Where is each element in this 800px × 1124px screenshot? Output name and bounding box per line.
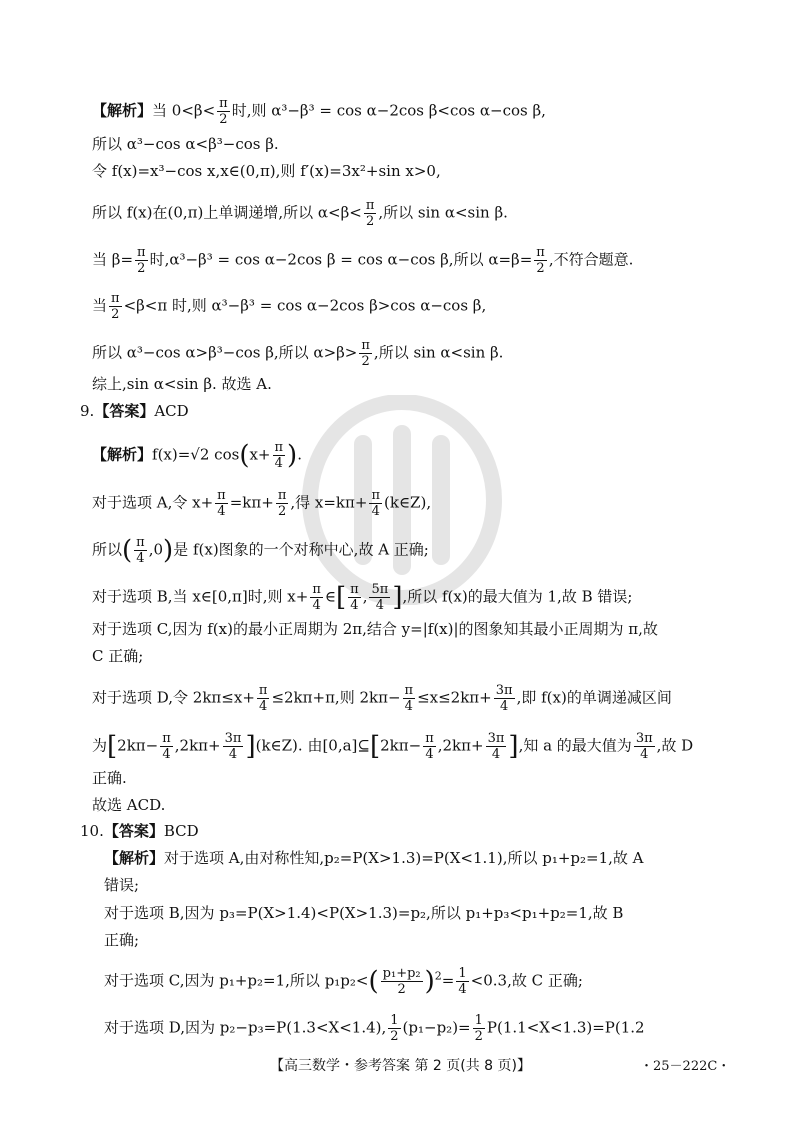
page-footer-title: 【高三数学・参考答案 第 2 页(共 8 页)】 [270, 1058, 531, 1074]
analysis-8-line-1: 【解析】当 0<β< $\frac{\pi}{2}$ 时,则 α³−β³ = cos α−2cos β<cos α−cos β, [92, 96, 546, 127]
question-9-analysis: 【解析】f(x)=√2 cos(x+ $\frac{\pi}{4}$ ). [92, 440, 302, 471]
question-10-answer: 10.【答案】BCD [80, 822, 199, 840]
page-footer-code: ・25－222C・ [640, 1059, 731, 1074]
analysis-8-line-2: 所以 α³−cos α<β³−cos β. [92, 135, 279, 153]
question-9-answer: 9.【答案】ACD [80, 402, 189, 420]
question-9-option-d-3: 正确. [92, 769, 127, 787]
question-9-option-c: 对于选项 C,因为 f(x)的最小正周期为 2π,结合 y=|f(x)|的图象知其最小正周期为 π,故 [92, 620, 658, 638]
analysis-8-line-3: 令 f(x)=x³−cos x,x∈(0,π),则 f′(x)=3x²+sin x>0, [92, 162, 441, 180]
question-9-option-c-2: C 正确; [92, 647, 144, 665]
question-10-option-b: 对于选项 B,因为 p₃=P(X>1.4)<P(X>1.3)=p₂,所以 p₁+p₃<p₁+p₂=1,故 B [104, 904, 624, 922]
analysis-8-line-7: 所以 α³−cos α>β³−cos β,所以 α>β> $\frac{\pi}{2}$ ,所以 sin α<sin β. [92, 338, 504, 369]
question-9-option-b: 对于选项 B,当 x∈[0,π]时,则 x+ $\frac{\pi}{4}$ ∈[ $\frac{\pi}{4}$ , $\frac{5\pi}{4}$ ],所以 f(x)的最大值为 1,故 B 错误; [92, 582, 633, 613]
question-10-option-b-2: 正确; [104, 931, 140, 949]
analysis-8-line-4: 所以 f(x)在(0,π)上单调递增,所以 α<β< $\frac{\pi}{2}$ ,所以 sin α<sin β. [92, 198, 508, 229]
question-10-option-c: 对于选项 C,因为 p₁+p₂=1,所以 p₁p₂<( $\frac{\text{p₁+p₂}}{2}$ )$^2$= $\frac{1}{4}$ <0.3,故 C 正确; [104, 966, 583, 997]
analysis-8-conclusion: 综上,sin α<sin β. 故选 A. [92, 375, 272, 393]
question-10-option-d: 对于选项 D,因为 p₂−p₃=P(1.3<X<1.4), $\frac{1}{2}$ (p₁−p₂)= $\frac{1}{2}$ P(1.1<X<1.3)=P(1.2 [104, 1013, 645, 1044]
question-9-option-d: 对于选项 D,令 2kπ≤x+ $\frac{\pi}{4}$ ≤2kπ+π,则 2kπ− $\frac{\pi}{4}$ ≤x≤2kπ+ $\frac{3\pi}{4}$ ,即 f(x)的单调递减区间 [92, 683, 672, 714]
analysis-8-line-6: 当 $\frac{\pi}{2}$ <β<π 时,则 α³−β³ = cos α−2cos β>cos α−cos β, [92, 291, 487, 322]
question-9-option-a-2: 所以( $\frac{\pi}{4}$ ,0)是 f(x)图象的一个对称中心,故 A 正确; [92, 535, 429, 566]
question-9-option-d-2: 为[2kπ− $\frac{\pi}{4}$ ,2kπ+ $\frac{3\pi}{4}$ ](k∈Z). 由[0,a]⊆[2kπ− $\frac{\pi}{4}$ ,2kπ+ $\frac{3\pi}{4}$ ],知 a 的最大值为 $\frac{3\pi}{4}$ ,故 D [92, 731, 694, 762]
question-10-option-a-2: 错误; [104, 876, 140, 894]
question-9-conclusion: 故选 ACD. [92, 796, 166, 814]
question-9-option-a: 对于选项 A,令 x+ $\frac{\pi}{4}$ =kπ+ $\frac{\pi}{2}$ ,得 x=kπ+ $\frac{\pi}{4}$ (k∈Z), [92, 488, 432, 519]
question-10-option-a: 【解析】对于选项 A,由对称性知,p₂=P(X>1.3)=P(X<1.1),所以 p₁+p₂=1,故 A [104, 849, 644, 867]
analysis-8-line-5: 当 β= $\frac{\pi}{2}$ 时,α³−β³ = cos α−2cos β = cos α−cos β,所以 α=β= $\frac{\pi}{2}$ ,不符合题意. [92, 245, 634, 276]
